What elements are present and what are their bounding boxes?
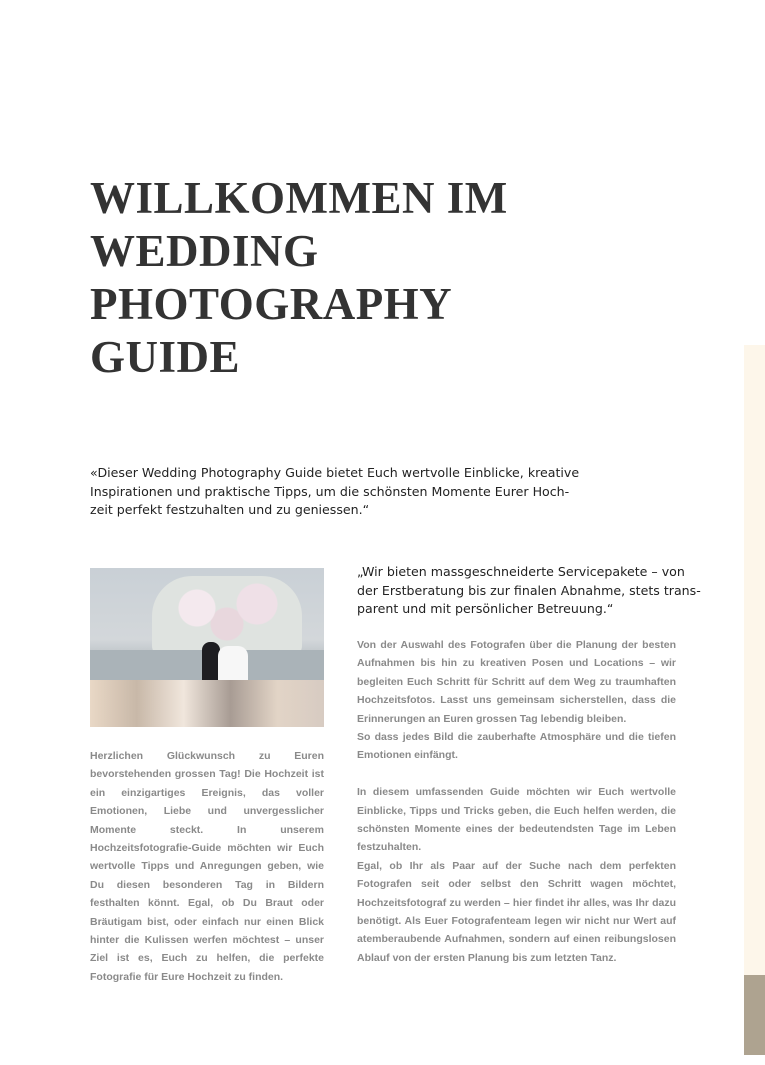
service-quote-line: „Wir bieten massgeschneiderte Servicepakete – von bbox=[357, 564, 685, 579]
intro-quote-line: Inspirationen und praktische Tipps, um die schönsten Momente Eurer Hoch- bbox=[90, 483, 570, 499]
title-line: PHOTOGRAPHY bbox=[90, 279, 453, 329]
body-paragraph: In diesem umfassenden Guide möchten wir Euch wertvolle Einblicke, Tipps und Tricks geben, die Euch helfen werden, die schönsten Momente eines der bedeutendsten Tage im Leben festzuhalten. bbox=[357, 786, 676, 854]
body-paragraph: Egal, ob Ihr als Paar auf der Suche nach dem perfekten Fotografen seit oder selbst den Schritt wagen möchtet, Hochzeitsfotograf zu werden – hier findet ihr alles, was Ihr dazu benötigt. Als Euer Fotografenteam legen wir nicht nur Wert auf atemberaubende Aufnahmen, sondern auf einen reibungslosen Ablauf von der ersten Planung bis zum letzten Tanz. bbox=[357, 859, 676, 964]
wedding-ceremony-photo bbox=[90, 568, 324, 727]
title-line: GUIDE bbox=[90, 332, 241, 382]
page-title bbox=[90, 172, 610, 384]
title-line: WEDDING bbox=[90, 226, 319, 276]
side-accent-bar bbox=[744, 345, 765, 977]
body-paragraph: Von der Auswahl des Fotografen über die Planung der besten Aufnahmen bis hin zu kreativen Posen und Locations – wir begleiten Euch Schritt für Schritt auf dem Weg zu traumhaften Hochzeitsfotos. Lasst uns gemeinsam sicherstellen, dass die Erinnerungen an Euren grossen Tag lebendig bleiben. bbox=[357, 639, 676, 725]
flower-arch bbox=[152, 576, 302, 656]
intro-quote-line: zeit perfekt festzuhalten und zu geniessen.“ bbox=[90, 502, 370, 517]
intro-quote-line: «Dieser Wedding Photography Guide bietet Euch wertvolle Einblicke, kreative bbox=[90, 465, 580, 480]
service-quote-line: der Erstberatung bis zur finalen Abnahme, stets trans- bbox=[357, 582, 701, 598]
right-column bbox=[357, 636, 676, 967]
service-quote-line: parent und mit persönlicher Betreuung.“ bbox=[357, 601, 614, 616]
side-accent-tab bbox=[744, 975, 765, 1055]
title-line: WILLKOMMEN IM bbox=[90, 173, 508, 223]
guests-row bbox=[90, 680, 324, 727]
intro-quote bbox=[90, 464, 580, 520]
body-paragraph: Herzlichen Glückwunsch zu Euren bevorstehenden grossen Tag! Die Hochzeit ist ein einzigartiges Ereignis, das voller Emotionen, Liebe und unvergesslicher Momente steckt. In unserem Hochzeitsfotografie-Guide möchten wir Euch wertvolle Tipps und Anregungen geben, wie Du diesen besonderen Tag in Bildern festhalten könnt. Egal, ob Du Braut oder Bräutigam bist, oder einfach nur einen Blick hinter die Kulissen werfen möchtest – unser Ziel ist es, Euch zu helfen, die perfekte Fotografie für Eure Hochzeit zu finden. bbox=[90, 750, 324, 983]
left-column bbox=[90, 747, 324, 986]
body-paragraph: So dass jedes Bild die zauberhafte Atmosphäre und die tiefen Emotionen einfängt. bbox=[357, 731, 676, 762]
paragraph-spacer bbox=[357, 765, 676, 783]
service-quote bbox=[357, 563, 701, 619]
